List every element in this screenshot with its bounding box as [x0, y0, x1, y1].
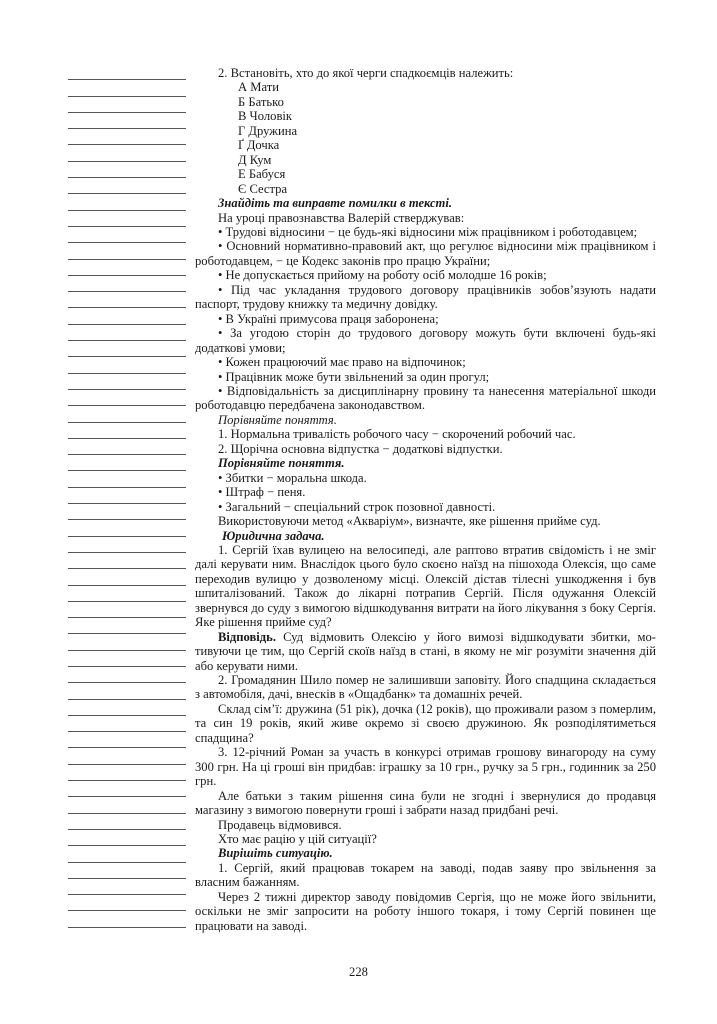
note-line	[68, 537, 186, 553]
compare1-item: 2. Щорічна основна відпустка − додаткові відпустки.	[218, 441, 503, 456]
task2-title: 2. Встановіть, хто до якої черги спадкоємців належить:	[218, 66, 514, 80]
note-line	[68, 439, 186, 455]
note-line	[68, 683, 186, 699]
note-line	[68, 211, 186, 227]
note-line	[68, 586, 186, 602]
errors-bullet: • Не допускається прийому на роботу осіб молодше 16 років;	[218, 268, 547, 283]
errors-bullet: • Трудові відносини − це будь-які відносини між працівником і роботодавцем;	[218, 224, 638, 239]
legal-case-3-seller: Продавець відмовився.	[218, 817, 342, 832]
option-a: А Мати	[238, 80, 279, 95]
note-line	[68, 471, 186, 487]
errors-bullet: • Кожен працюючий має право на відпочинок;	[218, 355, 466, 370]
option-ye: Є Сестра	[238, 181, 288, 196]
note-line	[68, 341, 186, 357]
situation-case-1-cont: Через 2 тижні директор заводу повідомив Сергія, що не може його звільнити, оскільки не зміг запросити на роботу іншого токаря, і тому Сергій повинен ще працювати на заводі.	[195, 889, 656, 933]
note-line	[68, 308, 186, 324]
note-line	[68, 814, 186, 830]
aquarium-method: Використовуючи метод «Акваріум», визначте, яке рішення прийме суд.	[218, 514, 601, 529]
errors-bullet: • Працівник може бути звільнений за один прогул;	[218, 369, 490, 384]
legal-case-2: 2. Громадянин Шило помер не залишивши заповіту. Його спадщина складається з автомобіля, дачі, внесків в «Ощадбанк» та домашніх речей.	[195, 673, 656, 702]
compare1-heading: Порівняйте поняття.	[218, 412, 337, 427]
note-line	[68, 260, 186, 276]
note-line	[68, 194, 186, 210]
note-line	[68, 162, 186, 178]
note-line	[68, 553, 186, 569]
option-v: В Чоловік	[238, 109, 293, 124]
compare2-item: • Штраф − пеня.	[218, 485, 306, 500]
page-text	[195, 66, 656, 933]
answer-label: Відповідь.	[218, 629, 276, 644]
note-line	[68, 423, 186, 439]
option-h: Г Дружина	[238, 123, 298, 138]
note-line	[68, 455, 186, 471]
note-line	[68, 145, 186, 161]
note-line	[68, 243, 186, 259]
note-line	[68, 129, 186, 145]
legal-case-3-parents: Але батьки з таким рішення сина були не згодні і звернулися до продавця магазину з вимогою повернути гроші і забрати назад придбані речі.	[195, 788, 656, 818]
compare2-item: • Загальний − спеціальний строк позовної давності.	[218, 499, 496, 514]
option-e: Е Бабуся	[238, 167, 286, 182]
note-line	[68, 520, 186, 536]
legal-case-2-family: Склад сім’ї: дружина (51 рік), дочка (12 років), що проживали разом з померлим, та син 19 років, який живе окремо зі своєю дружиною. Як розподілятиметься спадщина?	[195, 701, 656, 745]
note-line	[68, 748, 186, 764]
note-line	[68, 765, 186, 781]
note-line	[68, 178, 186, 194]
errors-bullet: • Відповідальність за дисциплінарну провину та нанесення матеріальної шкоди роботодавцю передбачена законодавством.	[195, 383, 656, 413]
note-line	[68, 357, 186, 373]
errors-bullet: • В Україні примусова праця заборонена;	[218, 311, 439, 326]
note-line	[68, 911, 186, 927]
note-line	[68, 390, 186, 406]
legal-answer	[195, 630, 656, 673]
note-line	[68, 863, 186, 879]
situation-heading: Вирішіть ситуацію.	[218, 846, 333, 861]
page-number: 228	[349, 965, 368, 979]
note-line	[68, 879, 186, 895]
errors-intro: На уроці правознавства Валерій стверджував:	[218, 210, 465, 225]
compare1-item: 1. Нормальна тривалість робочого часу − скорочений робочий час.	[218, 427, 576, 442]
note-line	[68, 716, 186, 732]
compare2-heading: Порівняйте поняття.	[218, 456, 345, 471]
option-d: Д Кум	[238, 152, 272, 167]
situation-case-1: 1. Сергій, який працював токарем на заводі, подав заяву про звільнення за власним бажанням.	[195, 860, 656, 890]
note-line	[68, 895, 186, 911]
note-line	[68, 97, 186, 113]
note-line	[68, 504, 186, 520]
note-line	[68, 830, 186, 846]
note-line	[68, 651, 186, 667]
note-line	[68, 325, 186, 341]
option-g: Ґ Дочка	[238, 138, 280, 153]
errors-bullet: • Основний нормативно-правовий акт, що регулює відносини між працівником і роботодавцем, − це Кодекс законів про працю України;	[195, 239, 656, 268]
note-line	[68, 634, 186, 650]
notes-lines	[68, 64, 186, 928]
note-line	[68, 797, 186, 813]
note-line	[68, 732, 186, 748]
note-line	[68, 276, 186, 292]
note-line	[68, 602, 186, 618]
note-line	[68, 374, 186, 390]
legal-case-3: 3. 12-річний Роман за участь в конкурсі отримав грошову винагороду на суму 300 грн. На ці гроші він придбав: іграшку за 10 грн., ручку за 5 грн., годинник за 250 грн.	[195, 745, 656, 789]
note-line	[68, 488, 186, 504]
compare2-item: • Збитки − моральна шкода.	[218, 470, 367, 485]
note-line	[68, 292, 186, 308]
note-line	[68, 64, 186, 80]
errors-bullet: • За угодою сторін до трудового договору можуть бути включені будь-які додаткові умови;	[195, 326, 656, 355]
note-line	[68, 667, 186, 683]
legal-task-heading: Юридична задача.	[222, 528, 325, 543]
note-line	[68, 569, 186, 585]
note-line	[68, 846, 186, 862]
note-line	[68, 700, 186, 716]
errors-heading: Знайдіть та виправте помилки в тексті.	[218, 196, 452, 211]
note-line	[68, 113, 186, 129]
answer-text: Суд відмовить Олексію у його вимозі відшкодувати збитки, мотивуючи це тим, що Сергій скоїв наїзд в стані, в якому не міг розуміти значення дій або керувати ними.	[195, 629, 656, 673]
errors-bullet: • Під час укладання трудового договору працівників зобов’язують надати паспорт, трудову книжку та медичну довідку.	[195, 282, 656, 312]
note-line	[68, 227, 186, 243]
note-line	[68, 618, 186, 634]
note-line	[68, 80, 186, 96]
option-b: Б Батько	[238, 94, 284, 109]
note-line	[68, 406, 186, 422]
legal-case-3-question: Хто має рацію у цій ситуації?	[218, 832, 377, 847]
legal-case-1: 1. Сергій їхав вулицею на велосипеді, але раптово втратив свідомість і не зміг далі керувати ним. Внаслідок цього було скоєно наїзд на пішохода Олексія, що саме переходив вулицю у дозволеному місці. Олексій дістав тілесні ушкодження і був шпиталізований. Також до лікарні потрапив Сергій. Після одужання Олексій звернувся до суду з вимогою відшкодування витрати на його лікування з боку Сергія. Яке рішення прийме суд?	[195, 542, 656, 630]
note-line	[68, 781, 186, 797]
